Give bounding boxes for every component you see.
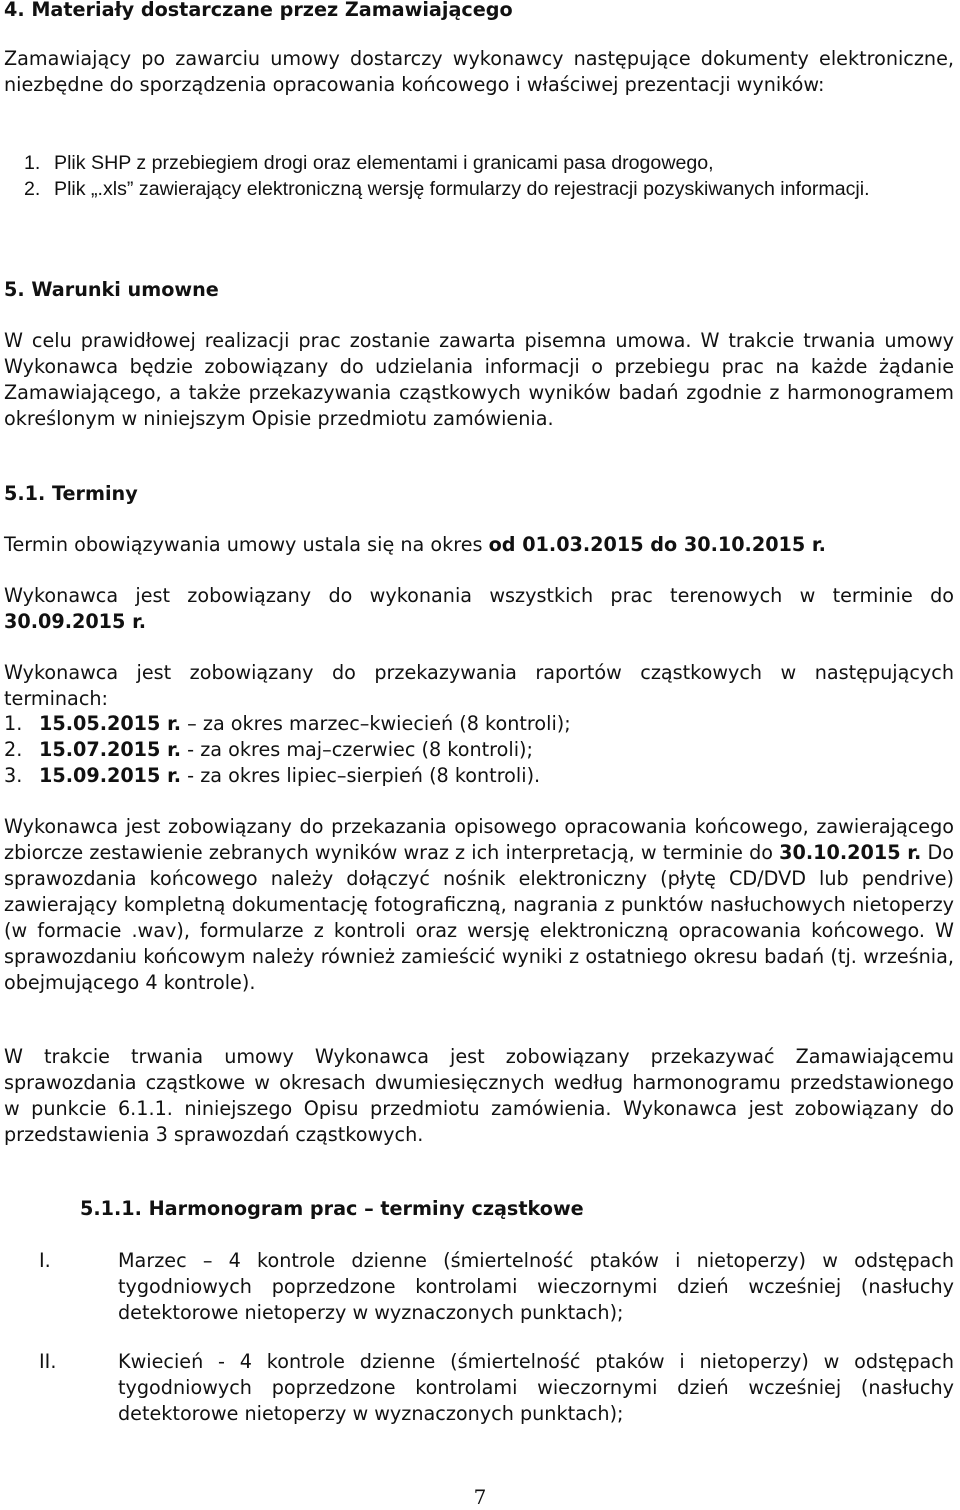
contract-term-text: Termin obowiązywania umowy ustala się na okres: [4, 533, 489, 556]
section-5-1-1-heading: 5.1.1. Harmonogram prac – terminy cząstkowe: [80, 1197, 584, 1220]
final-report-deadline: 30.10.2015 r.: [779, 841, 922, 864]
report-2-text: - za okres maj–czerwiec (8 kontroli);: [181, 738, 533, 761]
final-report-paragraph: [4, 814, 954, 996]
field-work-deadline-paragraph: [4, 583, 954, 635]
report-2-number: 2.: [4, 738, 23, 761]
report-1-text: – za okres marzec–kwiecień (8 kontroli);: [181, 712, 571, 735]
schedule-item-2-text: Kwiecień - 4 kontrole dzienne (śmiertelność ptaków i nietoperzy) w odstępach tygodniowych poprzedzone kontrolami wieczornymi dzień wcześniej (nasłuchy detektorowe nietoperzy w wyznaczonych punktach);: [118, 1350, 954, 1425]
contract-term-paragraph: [4, 532, 954, 558]
materials-item-2-text: Plik „.xls” zawierający elektroniczną wersję formularzy do rejestracji pozyskiwanych informacji.: [54, 178, 870, 200]
interim-reports-paragraph: W trakcie trwania umowy Wykonawca jest zobowiązany przekazywać Zamawiającemu sprawozdania cząstkowe w okresach dwumiesięcznych według harmonogramu przedstawionego w punkcie 6.1.1. niniejszego Opisu przedmiotu zamówienia. Wykonawca jest zobowiązany do przedstawienia 3 sprawozdań cząstkowych.: [4, 1045, 954, 1146]
report-1-number: 1.: [4, 712, 23, 735]
section-4-intro: Zamawiający po zawarciu umowy dostarczy wykonawcy następujące dokumenty elektroniczne, niezbędne do sporządzenia opracowania końcowego i właściwej prezentacji wyników:: [4, 47, 954, 96]
reports-intro: Wykonawca jest zobowiązany do przekazywania raportów cząstkowych w następujących terminach:: [4, 661, 954, 710]
field-work-deadline-date: 30.09.2015 r.: [4, 610, 147, 633]
report-2: [39, 737, 939, 763]
field-work-deadline-text: Wykonawca jest zobowiązany do wykonania wszystkich prac terenowych w terminie do: [4, 584, 954, 607]
page-number: 7: [473, 1485, 487, 1509]
report-3-date: 15.09.2015 r.: [39, 764, 182, 787]
section-5-heading: 5. Warunki umowne: [4, 278, 219, 301]
report-1-date: 15.05.2015 r.: [39, 712, 182, 735]
report-1: [39, 711, 939, 737]
final-report-text-start: Wykonawca jest zobowiązany do przekazania opisowego opracowania końcowego, zawierającego zbiorcze zestawienie zebranych wyników wraz z ich interpretacją, w terminie do: [4, 815, 954, 864]
schedule-item-1-text: Marzec – 4 kontrole dzienne (śmiertelność ptaków i nietoperzy) w odstępach tygodniowych poprzedzone kontrolami wieczornymi dzień wcześniej (nasłuchy detektorowe nietoperzy w wyznaczonych punktach);: [118, 1249, 954, 1324]
section-5-1-heading: 5.1. Terminy: [4, 482, 138, 505]
report-3: [39, 763, 939, 789]
section-5-paragraph: W celu prawidłowej realizacji prac zostanie zawarta pisemna umowa. W trakcie trwania umowy Wykonawca będzie zobowiązany do udzielania informacji o przebiegu prac na każde żądanie Zamawiającego, a także przekazywania cząstkowych wyników badań zgodnie z harmonogramem określonym w niniejszym Opisie przedmiotu zamówienia.: [4, 329, 954, 430]
materials-item-2-number: 2.: [24, 178, 41, 200]
report-3-number: 3.: [4, 764, 23, 787]
contract-term-dates: od 01.03.2015 do 30.10.2015 r.: [488, 533, 826, 556]
report-3-text: - za okres lipiec–sierpień (8 kontroli).: [181, 764, 541, 787]
schedule-item-1-number: I.: [39, 1249, 51, 1272]
schedule-item-2-number: II.: [39, 1350, 57, 1373]
report-2-date: 15.07.2015 r.: [39, 738, 182, 761]
section-4-heading: 4. Materiały dostarczane przez Zamawiającego: [4, 0, 513, 21]
materials-item-1-text: Plik SHP z przebiegiem drogi oraz elementami i granicami pasa drogowego,: [54, 152, 714, 174]
materials-item-1-number: 1.: [24, 152, 41, 174]
final-report-text-end: Do sprawozdania końcowego należy dołączyć nośnik elektroniczny (płytę CD/DVD lub pendrive) zawierający kompletną dokumentację fotograficzną, nagrania z punktów nasłuchowych nietoperzy (w formacie .wav), formularze z kontroli oraz wersję elektroniczną opracowania końcowego. W sprawozdaniu końcowym należy również zamieścić wyniki z ostatniego okresu badań (tj. września, obejmującego 4 kontrole).: [4, 841, 954, 994]
